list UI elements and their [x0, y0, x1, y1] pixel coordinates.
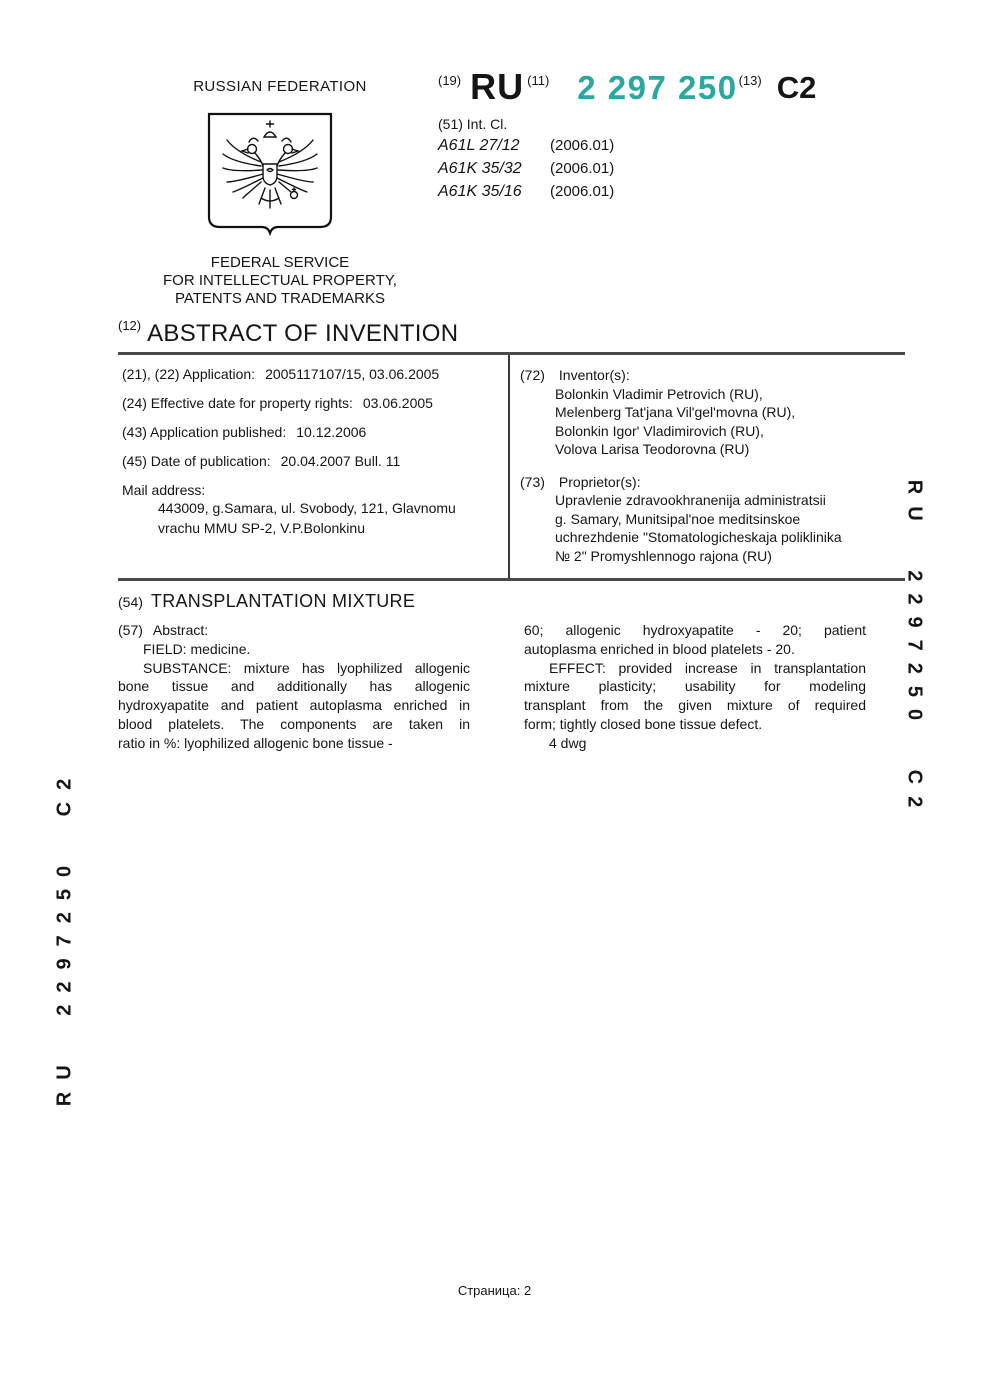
ipc-entry: [438, 160, 858, 178]
invention-title: TRANSPLANTATION MIXTURE: [150, 591, 416, 611]
abstract-label-row: [118, 621, 470, 640]
right-edge-publication-number: RU 2297250 C2: [903, 479, 926, 820]
inid-code-19: (19): [438, 73, 462, 88]
column-divider: [508, 355, 510, 578]
inid-code-73: (73): [520, 473, 545, 490]
inventors-list: [520, 385, 906, 459]
inid-code-11: (11): [527, 73, 550, 88]
abstract-line: mixture plasticity; usability for modeling: [524, 678, 866, 695]
abstract-line: blood platelets. The components are taken in: [118, 715, 470, 732]
ipc-version: (2006.01): [550, 183, 615, 200]
published-row: [122, 424, 500, 440]
inid-code-57: (57): [118, 622, 143, 638]
proprietor-line: № 2" Promyshlennogo rajona (RU): [555, 547, 772, 564]
publication-header: [438, 66, 858, 201]
abstract-label: Abstract:: [152, 622, 209, 638]
inid-code-54: (54): [118, 594, 143, 610]
abstract-line: form; tightly closed bone tissue defect.: [524, 715, 763, 732]
country-name: RUSSIAN FEDERATION: [193, 78, 367, 95]
ipc-code: A61K 35/16: [438, 183, 522, 200]
proprietor-line: uchrezhdenie "Stomatologicheskaja poliklinika: [555, 529, 842, 545]
biblio-left-column: [122, 366, 500, 538]
inventors-label-row: [520, 366, 906, 385]
kind-code: C2: [776, 70, 817, 105]
state-emblem-icon: [204, 110, 336, 238]
abstract-line: bone tissue and additionally has allogenic: [118, 678, 470, 695]
inid-code-12: (12): [118, 318, 142, 333]
inid-code-13: (13): [738, 73, 762, 88]
document-type-title: [118, 318, 458, 348]
country-code: RU: [470, 66, 525, 107]
abstract-line: transplant from the given mixture of required: [524, 697, 866, 714]
publication-number: 2 297 250: [577, 69, 738, 106]
abstract-line: ratio in %: lyophilized allogenic bone tissue -: [118, 734, 393, 751]
office-line: FEDERAL SERVICE: [210, 254, 350, 271]
abstract-line: SUBSTANCE: mixture has lyophilized allogenic: [143, 659, 470, 676]
abstract-line: EFFECT: provided increase in transplantation: [549, 659, 866, 676]
field-value: 2005117107/15, 03.06.2005: [265, 366, 440, 382]
mail-address-line: vrachu MMU SP-2, V.P.Bolonkinu: [158, 520, 365, 536]
abstract-right-column: [524, 621, 866, 753]
abstract-left-column: [118, 621, 470, 753]
abstract-field-line: FIELD: medicine.: [143, 640, 251, 657]
publication-number-line: [438, 66, 858, 107]
page-title: ABSTRACT OF INVENTION: [147, 320, 459, 347]
publication-date-row: [122, 453, 500, 469]
mail-address-line: 443009, g.Samara, ul. Svobody, 121, Glavnomu: [158, 500, 456, 516]
effective-date-row: [122, 395, 500, 411]
mail-address-label: Mail address:: [122, 482, 206, 498]
figures-count: 4 dwg: [549, 734, 587, 751]
field-label: (45) Date of publication:: [122, 453, 271, 469]
field-label: (24) Effective date for property rights:: [122, 395, 353, 411]
proprietor-line: g. Samary, Munitsipal'noe meditsinskoe: [555, 510, 801, 527]
field-label: (43) Application published:: [122, 424, 287, 440]
inventor-name: Bolonkin Vladimir Petrovich (RU),: [555, 385, 763, 402]
mail-address: [122, 498, 500, 538]
abstract-line: 60; allogenic hydroxyapatite - 20; patient: [524, 622, 866, 638]
ipc-version: (2006.01): [550, 137, 615, 154]
proprietor-line: Upravlenie zdravookhranenija administratsii: [555, 492, 826, 508]
ipc-code: A61L 27/12: [438, 137, 520, 154]
horizontal-rule: [118, 578, 905, 581]
horizontal-rule: [118, 352, 905, 355]
office-line: PATENTS AND TRADEMARKS: [174, 290, 386, 307]
application-row: [122, 366, 500, 382]
office-line: FOR INTELLECTUAL PROPERTY,: [163, 272, 397, 289]
inventor-name: Bolonkin Igor' Vladimirovich (RU),: [555, 422, 764, 439]
ipc-entry: [438, 137, 858, 155]
ipc-version: (2006.01): [550, 160, 615, 177]
field-value: 10.12.2006: [296, 424, 367, 440]
issuing-office: [118, 254, 442, 308]
inid-code-72: (72): [520, 367, 545, 383]
field-value: 20.04.2007 Bull. 11: [280, 453, 401, 469]
left-edge-publication-number: RU 2297250 C2: [53, 766, 76, 1107]
proprietors-list: [520, 491, 906, 565]
page-number: Страница: 2: [457, 1283, 532, 1298]
abstract-line: autoplasma enriched in blood platelets - 20.: [524, 640, 795, 657]
field-label: (21), (22) Application:: [122, 366, 256, 382]
ipc-entry: [438, 183, 858, 201]
int-cl-label: (51) Int. Cl.: [438, 116, 508, 132]
abstract-line: hydroxyapatite and patient autoplasma enriched in: [118, 697, 470, 714]
inventor-name: Melenberg Tat'jana Vil'gel'movna (RU),: [555, 404, 796, 420]
inventors-label: Inventor(s):: [558, 367, 630, 383]
ipc-code: A61K 35/32: [438, 160, 522, 177]
biblio-right-column: [520, 366, 906, 565]
inventor-name: Volova Larisa Teodorovna (RU): [555, 441, 750, 457]
field-value: 03.06.2005: [362, 395, 433, 411]
proprietors-label: Proprietor(s):: [558, 473, 641, 490]
proprietors-label-row: [520, 473, 906, 492]
invention-title-row: [118, 591, 415, 612]
